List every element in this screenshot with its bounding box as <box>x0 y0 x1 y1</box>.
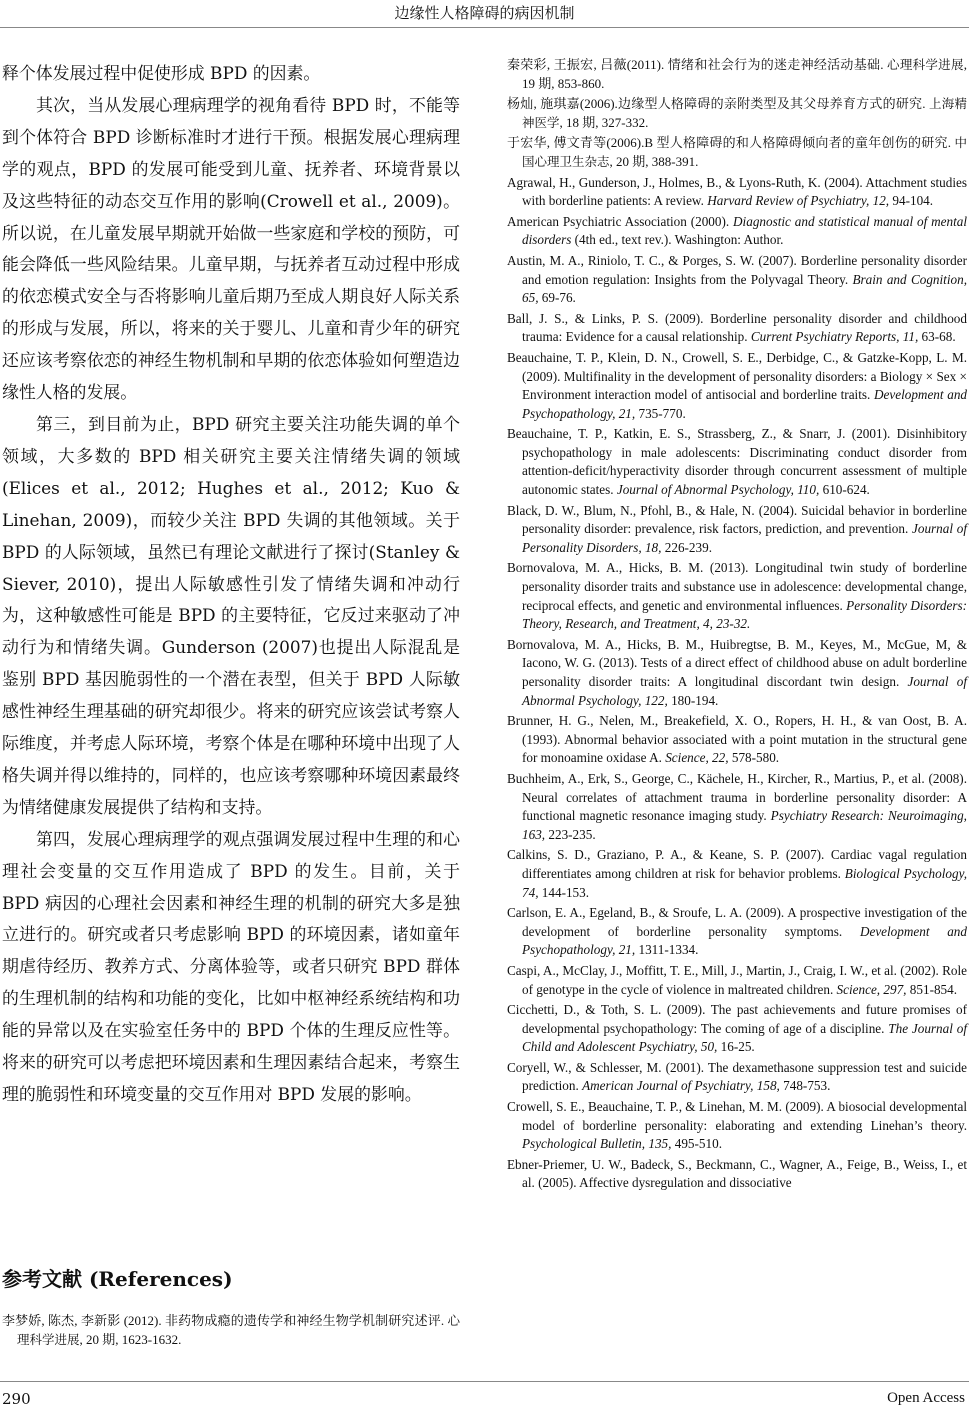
reference-item: Coryell, W., & Schlesser, M. (2001). The dexamethasone suppression test and suicide prediction. American Journal of Psychiatry, 158, 748-753. <box>507 1059 967 1094</box>
references-heading-cn: 参考文献 <box>2 1267 82 1291</box>
reference-item: Ebner-Priemer, U. W., Badeck, S., Beckmann, C., Wagner, A., Feige, B., Weiss, I., et al. (2005). Affective dysregulation and dissociative <box>507 1156 967 1191</box>
reference-item: American Psychiatric Association (2000). Diagnostic and statistical manual of mental disorders (4th ed., text rev.). Washington: Author. <box>507 213 967 248</box>
reference-item: Beauchaine, T. P., Klein, D. N., Crowell, S. E., Derbidge, C., & Gatzke-Kopp, L. M. (2009). Multifinality in the development of personality disorders: a Biology × Sex × Environment interaction model of antisocial and borderline traits. Development and Psychopathology, 21, 735-770. <box>507 349 968 421</box>
references-list-right <box>507 56 967 1195</box>
reference-item: Buchheim, A., Erk, S., George, C., Kächele, H., Kircher, R., Martius, P., et al. (2008). Neural correlates of attachment trauma in borderline personality disorder: A functional magnetic resonance imaging study. Psychiatry Research: Neuroimaging, 163, 223-235. <box>507 770 967 842</box>
reference-item: 杨灿, 施琪嘉(2006).边缘型人格障碍的亲附类型及其父母养育方式的研究. 上海精神医学, 18 期, 327-332. <box>507 96 967 130</box>
reference-item: 于宏华, 傅文青等(2006).B 型人格障碍的和人格障碍倾向者的童年创伤的研究. 中国心理卫生杂志, 20 期, 388-391. <box>507 135 967 169</box>
header-rule <box>0 27 969 28</box>
reference-item: Brunner, H. G., Nelen, M., Breakefield, X. O., Ropers, H. H., & van Oost, B. A. (1993). Abnormal behavior associated with a point mutation in the structural gene for monoamine oxidase A. Science, 22, 578-580. <box>507 713 967 766</box>
footer-rule <box>0 1381 969 1382</box>
reference-item: Caspi, A., McClay, J., Moffitt, T. E., Mill, J., Martin, J., Craig, I. W., et al. (2002). Role of genotype in the cycle of violence in maltreated children. Science, 297, 851-854. <box>507 962 967 997</box>
open-access-label: Open Access <box>887 1390 965 1406</box>
reference-item: Crowell, S. E., Beauchaine, T. P., & Linehan, M. M. (2009). A biosocial developmental model of borderline personality: elaborating and extending Linehan’s theory. Psychological Bulletin, 135, 495-510. <box>507 1099 967 1152</box>
reference-item: Ball, J. S., & Links, P. S. (2009). Borderline personality disorder and childhood trauma: Evidence for a causal relationship. Current Psychiatry Reports, 11, 63-68. <box>507 310 967 345</box>
reference-item: Austin, M. A., Riniolo, T. C., & Porges, S. W. (2007). Borderline personality disorder and emotion regulation: Insights from the Polyvagal Theory. Brain and Cognition, 65, 69-76. <box>507 252 967 306</box>
reference-item: Carlson, E. A., Egeland, B., & Sroufe, L. A. (2009). A prospective investigation of the development of borderline personality symptoms. Development and Psychopathology, 21, 1311-1334. <box>507 905 967 958</box>
references-list-left <box>2 1312 460 1351</box>
reference-item: Bornovalova, M. A., Hicks, B. M., Huibregtse, B. M., Keyes, M., McGue, M, & Iacono, W. G. (2013). Tests of a direct effect of childhood abuse on adult borderline personality disorder traits: A longitudinal discordant twin design. Journal of Abnormal Psychology, 122, 180-194. <box>507 636 967 708</box>
references-heading <box>2 1263 233 1292</box>
reference-item: 秦荣彩, 王振宏, 吕薇(2011). 情绪和社会行为的迷走神经活动基础. 心理科学进展, 19 期, 853-860. <box>507 57 967 91</box>
references-heading-en: (References) <box>88 1267 233 1291</box>
body-paragraph: 释个体发展过程中促使形成 BPD 的因素。 <box>2 63 321 83</box>
reference-item: Cicchetti, D., & Toth, S. L. (2009). The past achievements and future promises of developmental psychopathology: The coming of age of a discipline. The Journal of Child and Adolescent Psychiatry, 50, 16-25. <box>507 1002 967 1055</box>
body-paragraph: 第四，发展心理病理学的观点强调发展过程中生理的和心理社会变量的交互作用造成了 BPD 的发生。目前，关于 BPD 病因的心理社会因素和神经生理的机制的研究大多是独立进行的。研究或者只考虑影响 BPD 的环境因素，诸如童年期虐待经历、教养方式、分离体验等，或者只研究 BPD 群体的生理机制的结构和功能的变化，比如中枢神经系统结构和功能的异常以及在实验室任务中的 BPD 个体的生理反应性等。将来的研究可以考虑把环境因素和生理因素结合起来，考察生理的脆弱性和环境变量的交互作用对 BPD 发展的影响。 <box>2 828 460 1104</box>
reference-item: Bornovalova, M. A., Hicks, B. M. (2013). Longitudinal twin study of borderline personality disorder traits and substance use in adolescence: developmental change, reciprocal effects, and genetic and environmental influences. Personality Disorders: Theory, Research, and Treatment, 4, 23-32. <box>507 560 967 632</box>
reference-item: 李梦娇, 陈杰, 李新影 (2012). 非药物成瘾的遗传学和神经生物学机制研究述评. 心理科学进展, 20 期, 1623-1632. <box>2 1313 460 1347</box>
body-text-column <box>2 58 460 1111</box>
body-paragraph: 其次，当从发展心理病理学的视角看待 BPD 时，不能等到个体符合 BPD 诊断标准时才进行干预。根据发展心理病理学的观点，BPD 的发展可能受到儿童、抚养者、环境背景以及这些特征的动态交互作用的影响(Crowell et al., 2009)。所以说，在儿童发展早期就开始做一些家庭和学校的预防，可能会降低一些风险结果。儿童早期，与抚养者互动过程中形成的依恋模式安全与否将影响儿童后期乃至成人期良好人际关系的形成与发展，所以，将来的关于婴儿、儿童和青少年的研究还应该考察依恋的神经生物机制和早期的依恋体验如何塑造边缘性人格的发展。 <box>2 94 460 403</box>
reference-item: Agrawal, H., Gunderson, J., Holmes, B., & Lyons-Ruth, K. (2004). Attachment studies with borderline patients: A review. Harvard Review of Psychiatry, 12, 94-104. <box>507 174 967 209</box>
reference-item: Black, D. W., Blum, N., Pfohl, B., & Hale, N. (2004). Suicidal behavior in borderline personality disorder: prevalence, risk factors, prediction, and prevention. Journal of Personality Disorders, 18, 226-239. <box>507 502 967 555</box>
body-paragraph: 第三，到目前为止，BPD 研究主要关注功能失调的单个领域，大多数的 BPD 相关研究主要关注情绪失调的领域(Elices et al., 2012; Hughes et al., 2012; Kuo & Linehan, 2009)，而较少关注 BPD 失调的其他领域。关于 BPD 的人际领域，虽然已有理论文献进行了探讨(Stanley & Siever, 2010)，提出人际敏感性引发了情绪失调和冲动行为，这种敏感性可能是 BPD 的主要特征，它反过来驱动了冲动行为和情绪失调。Gunderson (2007)也提出人际混乱是鉴别 BPD 基因脆弱性的一个潜在表型，但关于 BPD 人际敏感性神经生理基础的研究却很少。将来的研究应该尝试考察人际维度，并考虑人际环境，考察个体是在哪种环境中出现了人格失调并得以维持的，同样的，也应该考察哪种环境因素最终为情绪健康发展提供了结构和支持。 <box>2 413 460 817</box>
reference-item: Calkins, S. D., Graziano, P. A., & Keane, S. P. (2007). Cardiac vagal regulation differentiates among children at risk for behavior problems. Biological Psychology, 74, 144-153. <box>507 847 967 900</box>
reference-item: Beauchaine, T. P., Katkin, E. S., Strassberg, Z., & Snarr, J. (2001). Disinhibitory psychopathology in male adolescents: Discriminating conduct disorder from attention-deficit/hyperactivity disorder through concurrent assessment of multiple autonomic states. Journal of Abnormal Psychology, 110, 610-624. <box>507 426 967 498</box>
running-header: 边缘性人格障碍的病因机制 <box>394 4 575 22</box>
page-number: 290 <box>2 1390 31 1408</box>
